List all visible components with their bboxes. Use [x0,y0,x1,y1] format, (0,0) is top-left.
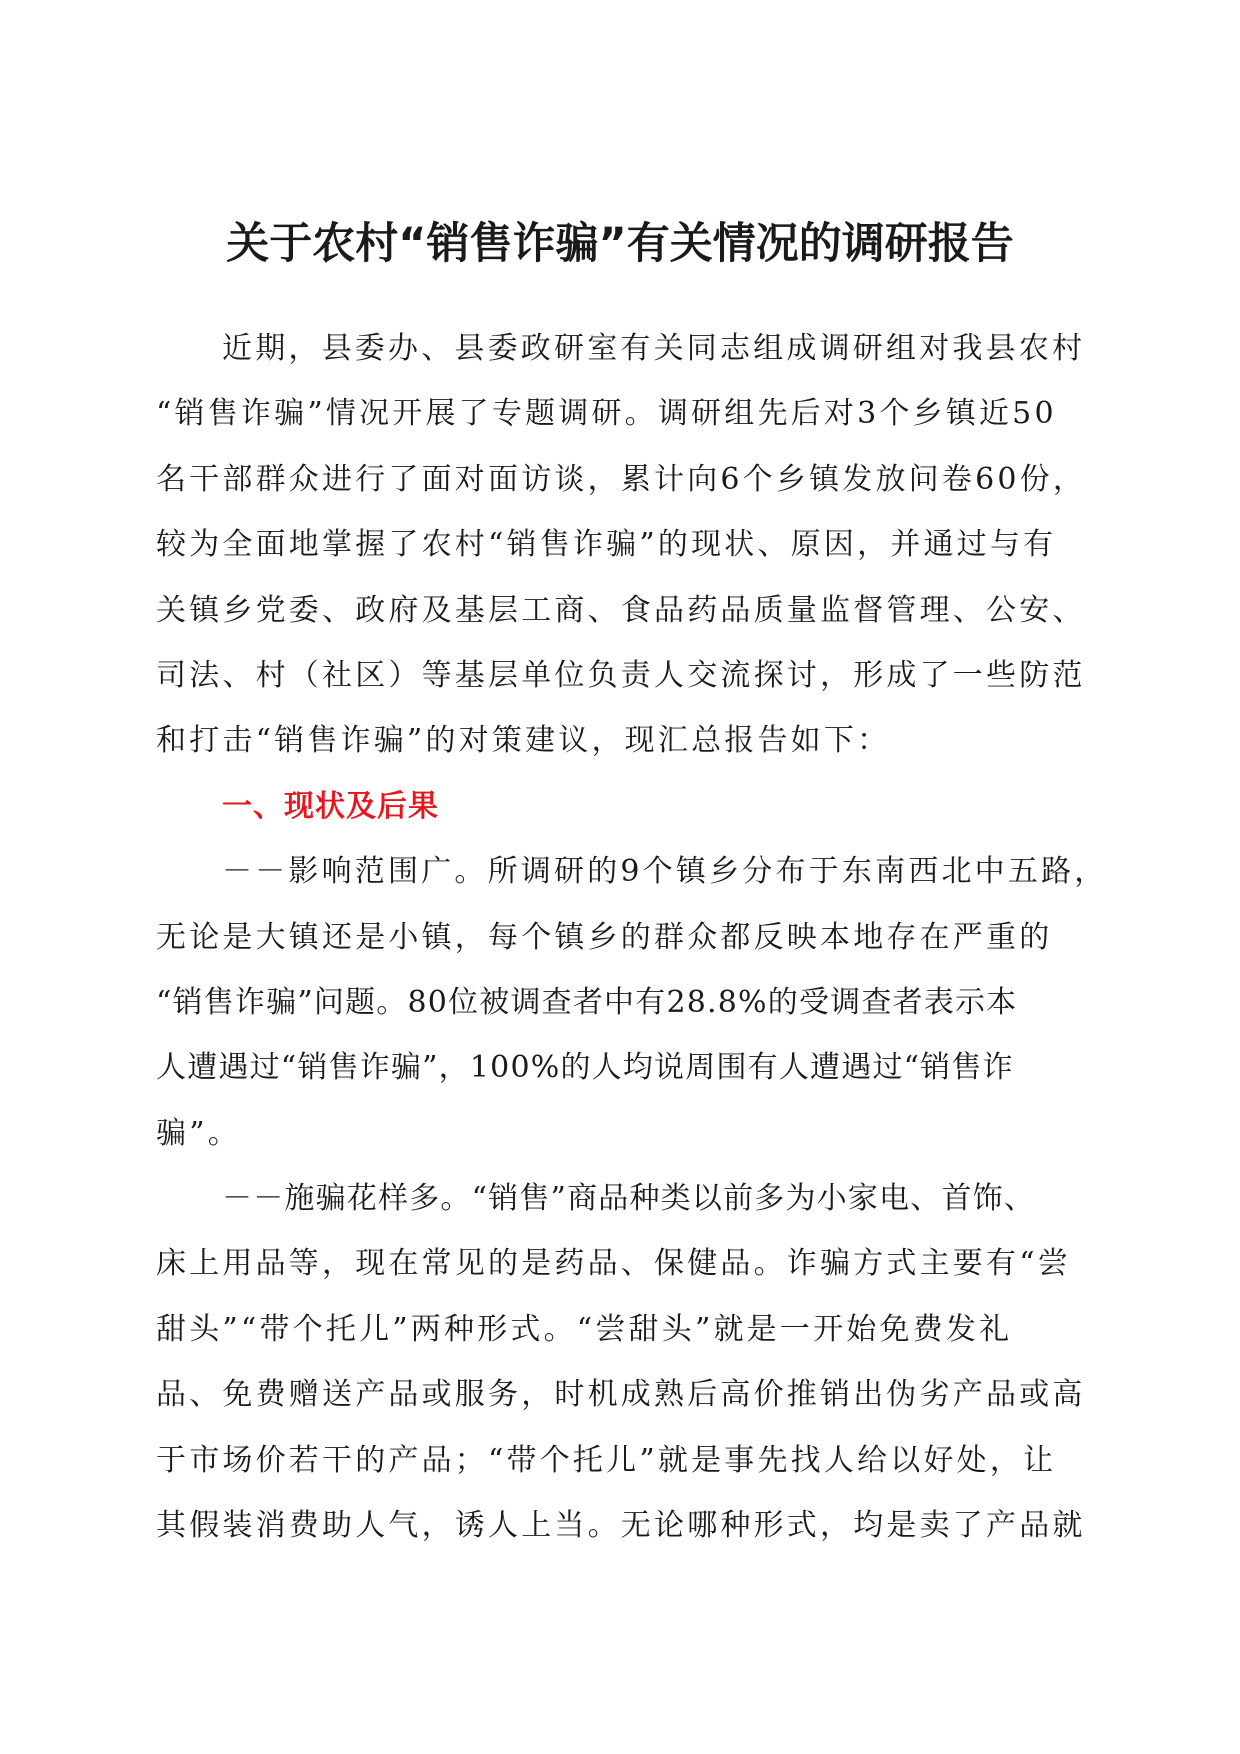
text-line: －－影响范围广。所调研的9个镇乡分布于东南西北中五路， [222,854,1108,890]
text-line: 于市场价若干的产品；“带个托儿”就是事先找人给以好处，让 [156,1442,1057,1478]
text-line: 名干部群众进行了面对面访谈，累计向6个乡镇发放问卷60份， [156,461,1087,497]
document-title: 关于农村“销售诈骗”有关情况的调研报告 [226,219,1014,269]
section-heading: 一、现状及后果 [222,788,439,824]
document-body [156,316,1108,1558]
paragraph-intro [156,316,1087,774]
text-line: 其假装消费助人气，诱人上当。无论哪种形式，均是卖了产品就 [156,1508,1086,1544]
text-line: 人遭遇过“销售诈骗”，100%的人均说周围有人遭遇过“销售诈 [156,1050,1014,1086]
text-line: 司法、村（社区）等基层单位负责人交流探讨，形成了一些防范 [156,657,1086,693]
text-line: 和打击“销售诈骗”的对策建议，现汇总报告如下： [156,723,891,759]
text-line: 品、免费赠送产品或服务，时机成熟后高价推销出伪劣产品或高 [156,1377,1086,1413]
text-line: 近期，县委办、县委政研室有关同志组成调研组对我县农村 [222,331,1086,366]
text-line: “销售诈骗”问题。80位被调查者中有28.8%的受调查者表示本 [156,984,1018,1020]
text-line: 关镇乡党委、政府及基层工商、食品药品质量监督管理、公安、 [156,592,1086,628]
text-line: －－施骗花样多。“销售”商品种类以前多为小家电、首饰、 [222,1181,1036,1217]
text-line: “销售诈骗”情况开展了专题调研。调研组先后对3个乡镇近50 [156,396,1057,432]
text-line: 较为全面地掌握了农村“销售诈骗”的现状、原因，并通过与有 [156,527,1057,563]
text-line: 无论是大镇还是小镇，每个镇乡的群众都反映本地存在严重的 [156,919,1053,955]
text-line: 骗”。 [156,1115,241,1151]
text-line: 甜头”“带个托儿”两种形式。“尝甜头”就是一开始免费发礼 [156,1311,1013,1347]
paragraph-methods [156,1166,1084,1558]
paragraph-scope [156,839,1108,1166]
text-line: 床上用品等，现在常见的是药品、保健品。诈骗方式主要有“尝 [156,1246,1071,1282]
